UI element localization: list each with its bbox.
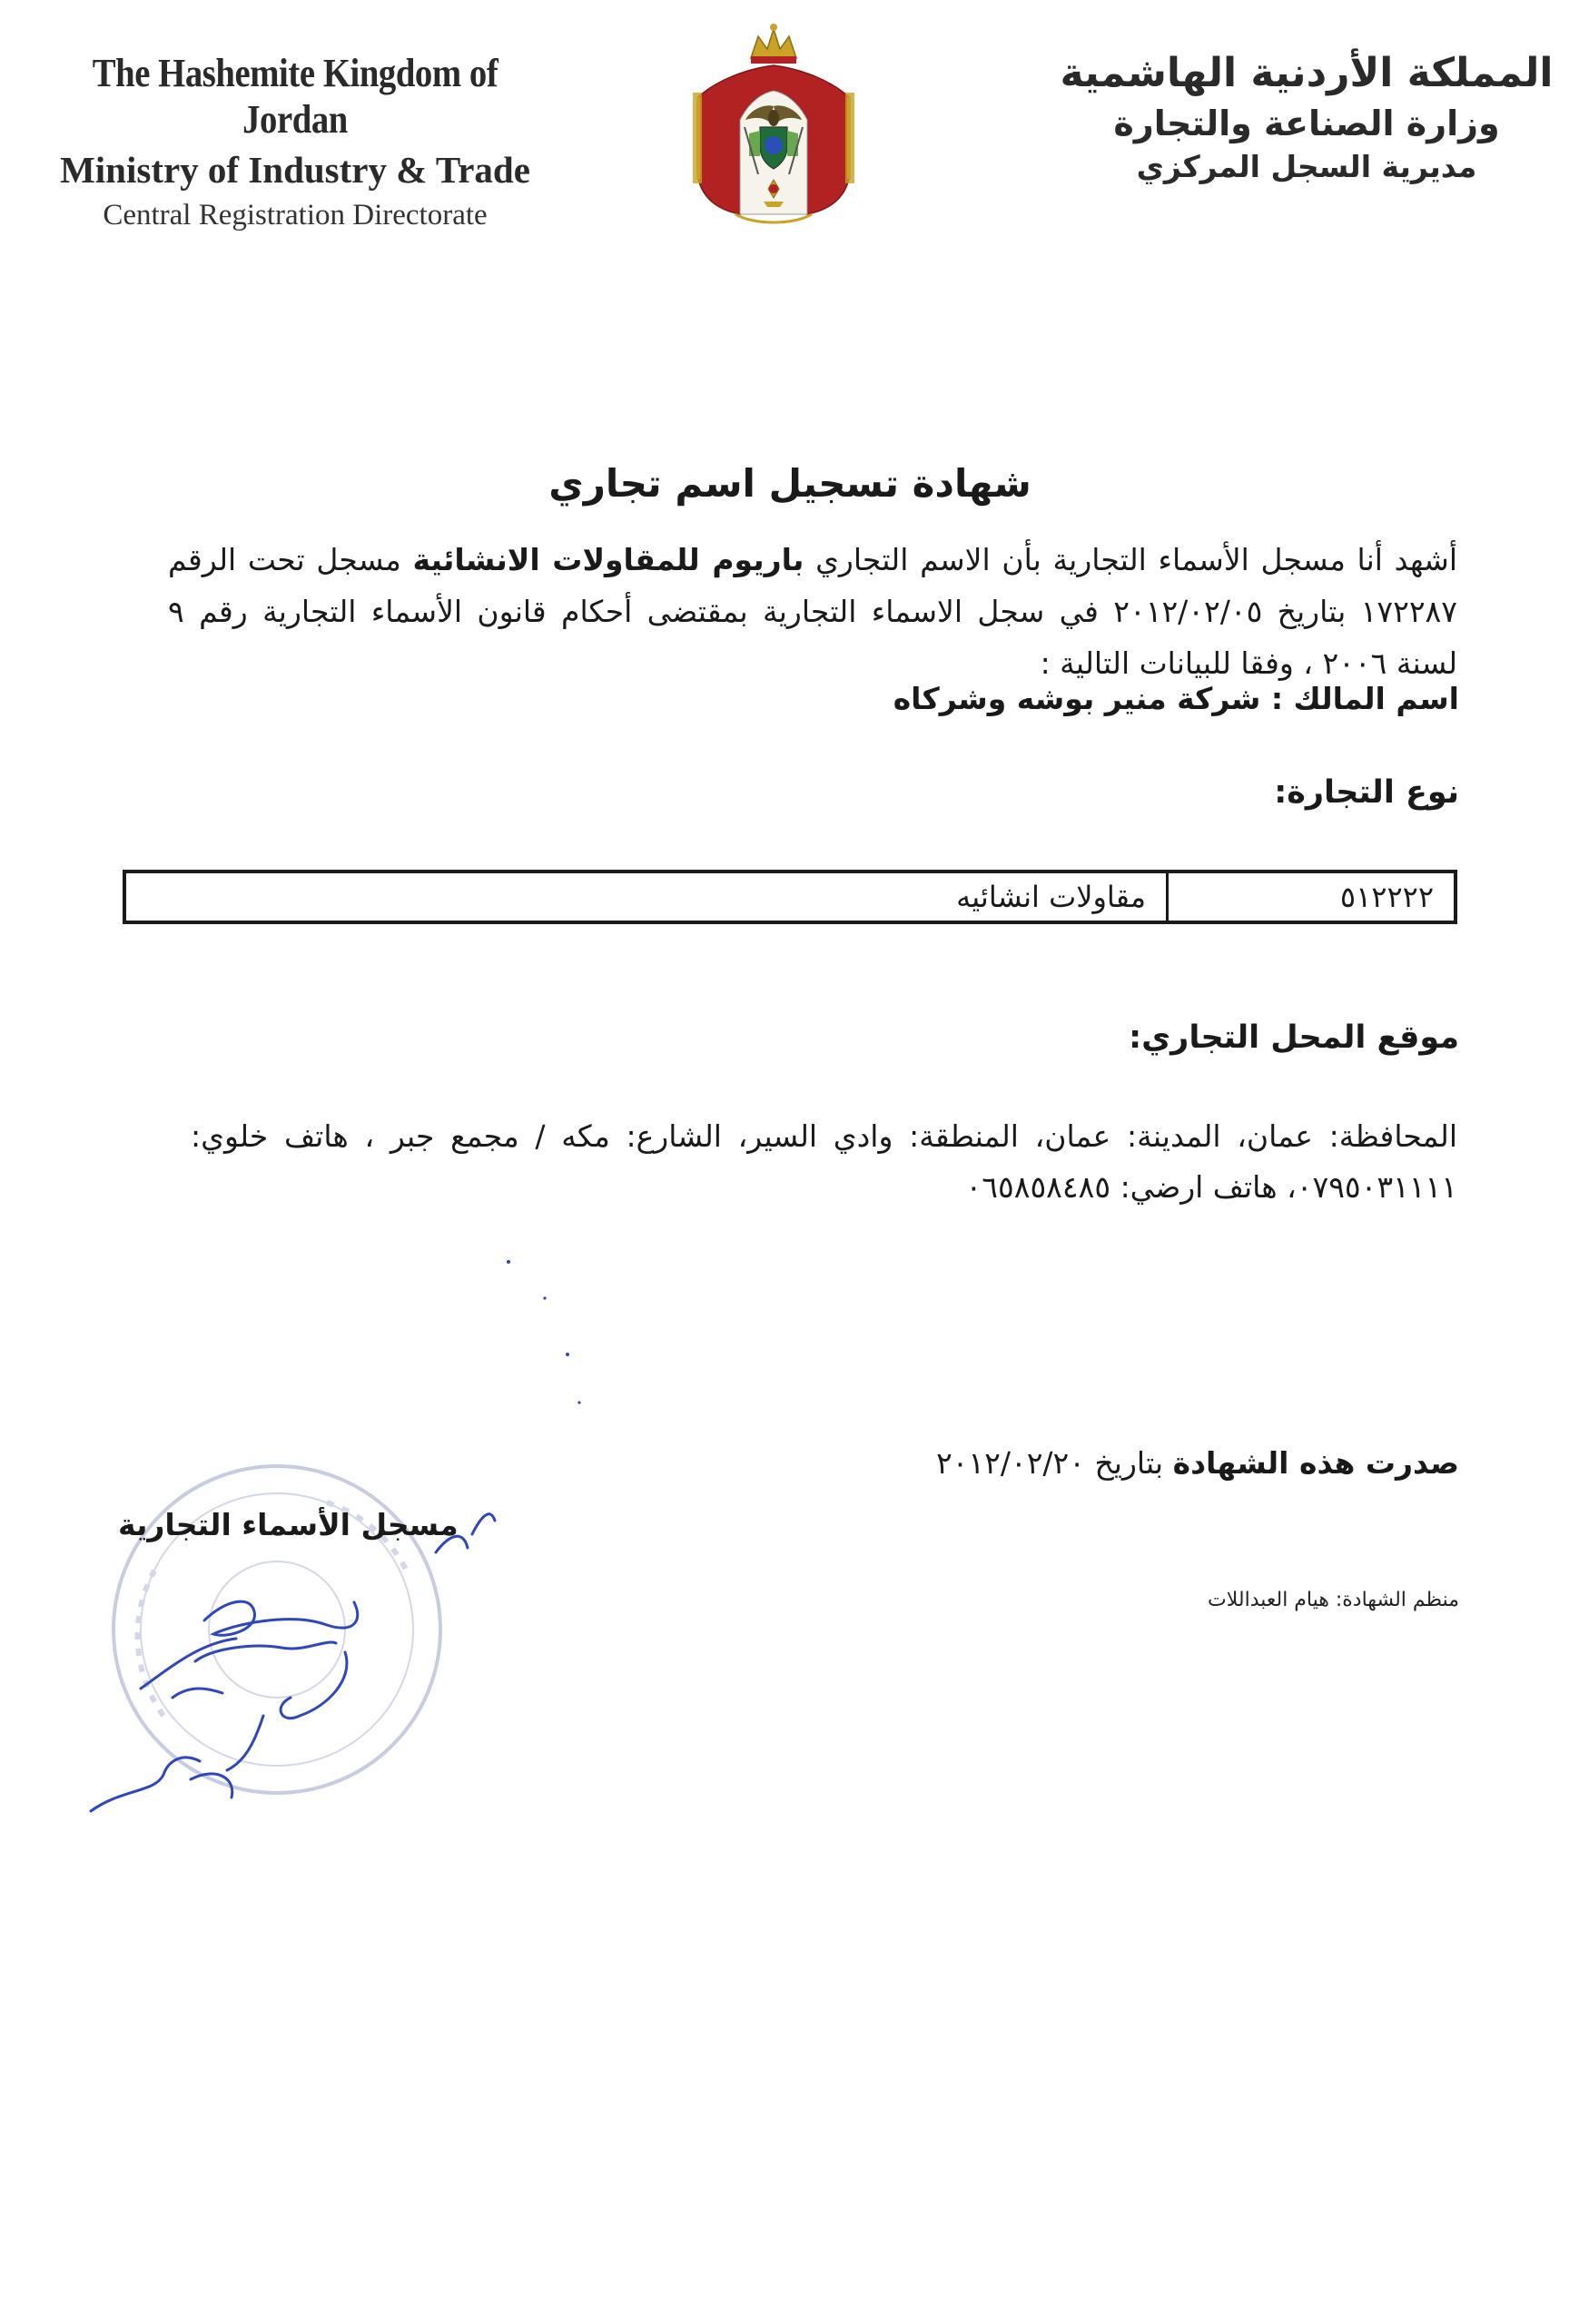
ministry-name-ar: وزارة الصناعة والتجارة [1113,103,1500,143]
signature-icon [91,1514,495,1811]
coat-of-arms-emblem [686,20,863,247]
ministry-name-en: Ministry of Industry & Trade [60,149,530,191]
para-details: مسجل تحت الرقم ١٧٢٢٨٧ بتاريخ ٢٠١٢/٠٢/٠٥ في سجل الاسماء التجارية بمقتضى أحكام قانون الأسماء التجارية رقم ٩ لسنة ٢٠٠٦ ، وفقا للبيانات التالية : [168,542,1457,681]
certificate-organizer: منظم الشهادة: هيام العبداللات [1208,1589,1459,1611]
directorate-name-en: Central Registration Directorate [103,199,488,231]
issue-date-line [936,1445,1459,1481]
trade-code-cell: ٥١٢٢٢٢ [1166,873,1454,921]
certificate-paragraph [168,534,1457,689]
header-english [27,50,563,232]
header-arabic [1052,50,1561,184]
kingdom-name-ar: المملكة الأردنية الهاشمية [1060,50,1554,96]
address-text: المحافظة: عمان، المدينة: عمان، المنطقة: وادي السير، الشارع: مكه / مجمع جبر ، هاتف خلوي: ٠٧٩٥٠٣١١١١، هاتف ارضي: ٠٦٥٨٥٨٤٨٥ [191,1118,1457,1205]
ink-dots [481,1244,608,1425]
crown-icon [751,24,796,64]
trade-name: باريوم للمقاولات الانشائية [412,542,804,577]
certificate-title: شهادة تسجيل اسم تجاري [548,461,1031,506]
location-label: موقع المحل التجاري: [1129,1019,1459,1056]
registrar-title: مسجل الأسماء التجارية [118,1507,459,1542]
issued-label: صدرت هذه الشهادة [1172,1445,1459,1481]
stamp-and-signature [54,1416,527,1852]
trade-type-label: نوع التجارة: [1274,774,1459,811]
issued-date: بتاريخ ٢٠١٢/٠٢/٢٠ [935,1445,1164,1481]
directorate-name-ar: مديرية السجل المركزي [1136,149,1477,184]
kingdom-name-en: The Hashemite Kingdom of Jordan [92,51,498,142]
owner-line [893,681,1459,716]
owner-label: اسم المالك : [1270,681,1459,716]
trade-type-table [123,870,1457,924]
trade-description-cell: مقاولات انشائيه [956,880,1146,914]
owner-value: شركة منير بوشه وشركاه [893,681,1261,716]
para-intro: أشهد أنا مسجل الأسماء التجارية بأن الاسم التجاري [815,542,1457,577]
